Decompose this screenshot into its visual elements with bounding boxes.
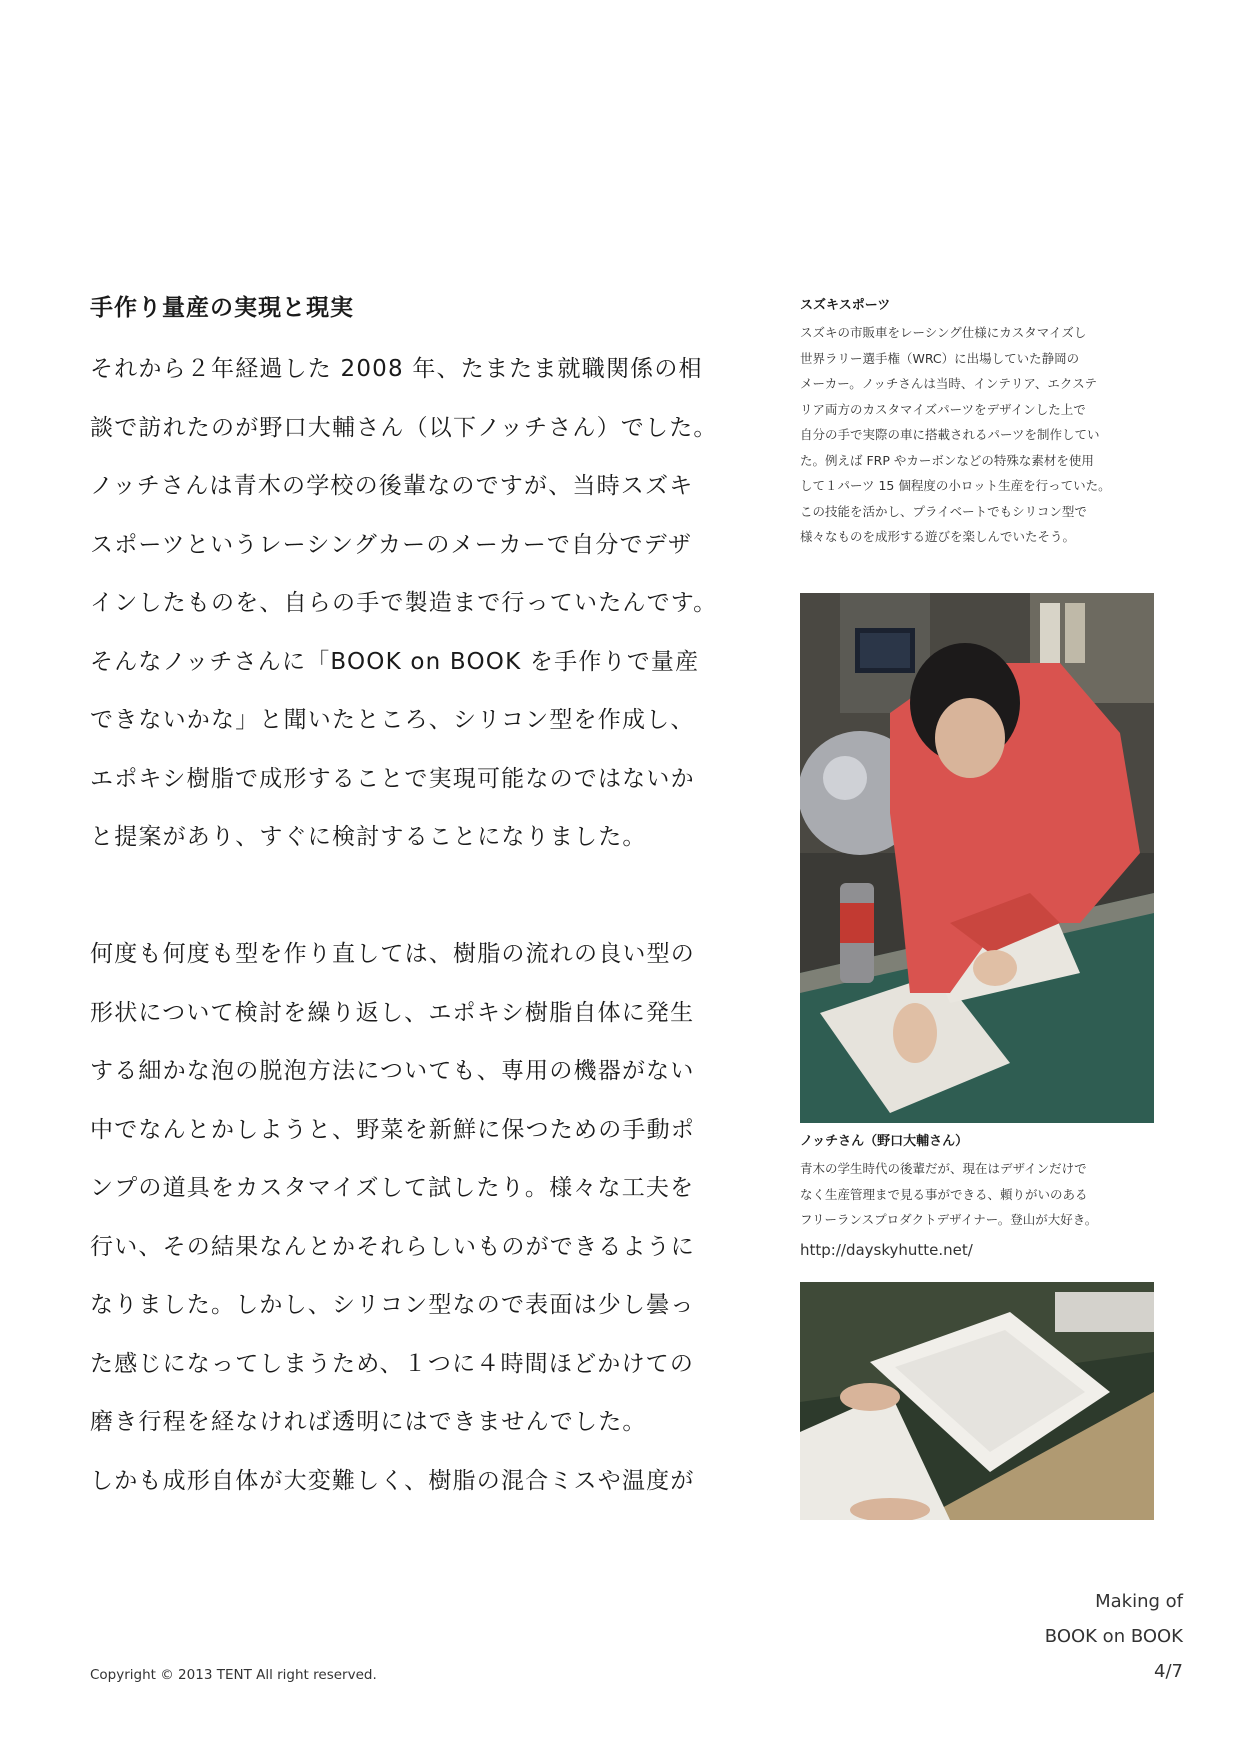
note-line: リア両方のカスタマイズパーツをデザインした上で [800,401,1086,417]
suzuki-note [800,296,1175,550]
body-line: ノッチさんは青木の学校の後輩なのですが、当時スズキ [90,473,694,499]
copyright: Copyright © 2013 TENT All right reserved. [90,1667,377,1683]
body-line: 談で訪れたのが野口大輔さん（以下ノッチさん）でした。 [90,414,718,441]
note-line: この技能を活かし、プライベートでもシリコン型で [800,503,1087,519]
note-line: して１パーツ 15 個程度の小ロット生産を行っていた。 [800,478,1111,493]
body-line: 形状について検討を繰り返し、エポキシ樹脂自体に発生 [90,999,695,1026]
note-line: 様々なものを成形する遊びを楽しんでいたそう。 [800,529,1076,544]
note-line: なく生産管理まで見る事ができる、頼りがいのある [800,1186,1088,1202]
body-line: スポーツというレーシングカーのメーカーで自分でデザ [90,531,693,558]
photo-mold-image [800,1282,1154,1520]
body-line: インしたものを、自らの手で製造まで行っていたんです。 [90,590,718,616]
body-line: しかも成形自体が大変難しく、樹脂の混合ミスや温度が [90,1467,695,1494]
nocchi-note [800,1132,1175,1263]
note-line: メーカー。ノッチさんは当時、インテリア、エクステ [800,376,1098,391]
body-line: 行い、その結果なんとかそれらしいものができるように [90,1233,695,1260]
body-line: 磨き行程を経なければ透明にはできませんでした。 [90,1409,647,1435]
body-line: そんなノッチさんに「BOOK on BOOK を手作りで量産 [90,648,700,675]
photo-nocchi-working [800,593,1154,1123]
body-line: ンプの道具をカスタマイズして試したり。様々な工夫を [90,1175,695,1201]
body-line: エポキシ樹脂で成形することで実現可能なのではないか [90,765,695,792]
body-line: する細かな泡の脱泡方法についても、専用の機器がない [90,1058,695,1084]
body-line: できないかな」と聞いたところ、シリコン型を作成し、 [90,707,695,733]
body-line: なりました。しかし、シリコン型なので表面は少し曇っ [90,1292,695,1318]
footer-title-line: Making of [1095,1591,1183,1612]
note-title: ノッチさん（野口大輔さん） [800,1134,969,1149]
note-line: 青木の学生時代の後輩だが、現在はデザインだけで [800,1161,1087,1176]
body-line: た感じになってしまうため、１つに４時間ほどかけての [90,1350,695,1377]
main-body [90,340,740,1510]
note-line: スズキの市販車をレーシング仕様にカスタマイズし [800,325,1087,340]
note-line: 自分の手で実際の車に搭載されるパーツを制作してい [800,427,1100,442]
photo-silicone-mold [800,1282,1154,1520]
photo-nocchi-image [800,593,1154,1123]
body-line: 中でなんとかしようと、野菜を新鮮に保つための手動ポ [90,1116,695,1143]
paragraph-spacer [90,867,740,926]
body-line: それから２年経過した 2008 年、たまたま就職関係の相 [90,356,703,382]
section-heading: 手作り量産の実現と現実 [90,295,354,321]
note-title: スズキスポーツ [800,298,891,313]
body-line: 何度も何度も型を作り直しては、樹脂の流れの良い型の [90,941,695,967]
website-link[interactable]: http://dayskyhutte.net/ [800,1240,973,1259]
note-line: 世界ラリー選手権（WRC）に出場していた静岡の [800,350,1080,366]
footer-title-line: BOOK on BOOK [1044,1626,1183,1647]
body-line: と提案があり、すぐに検討することになりました。 [90,824,647,850]
footer-title [1045,1584,1183,1689]
page-number: 4/7 [1154,1661,1183,1682]
note-line: た。例えば FRP やカーボンなどの特殊な素材を使用 [800,452,1094,468]
note-line: フリーランスプロダクトデザイナー。登山が大好き。 [800,1212,1098,1227]
